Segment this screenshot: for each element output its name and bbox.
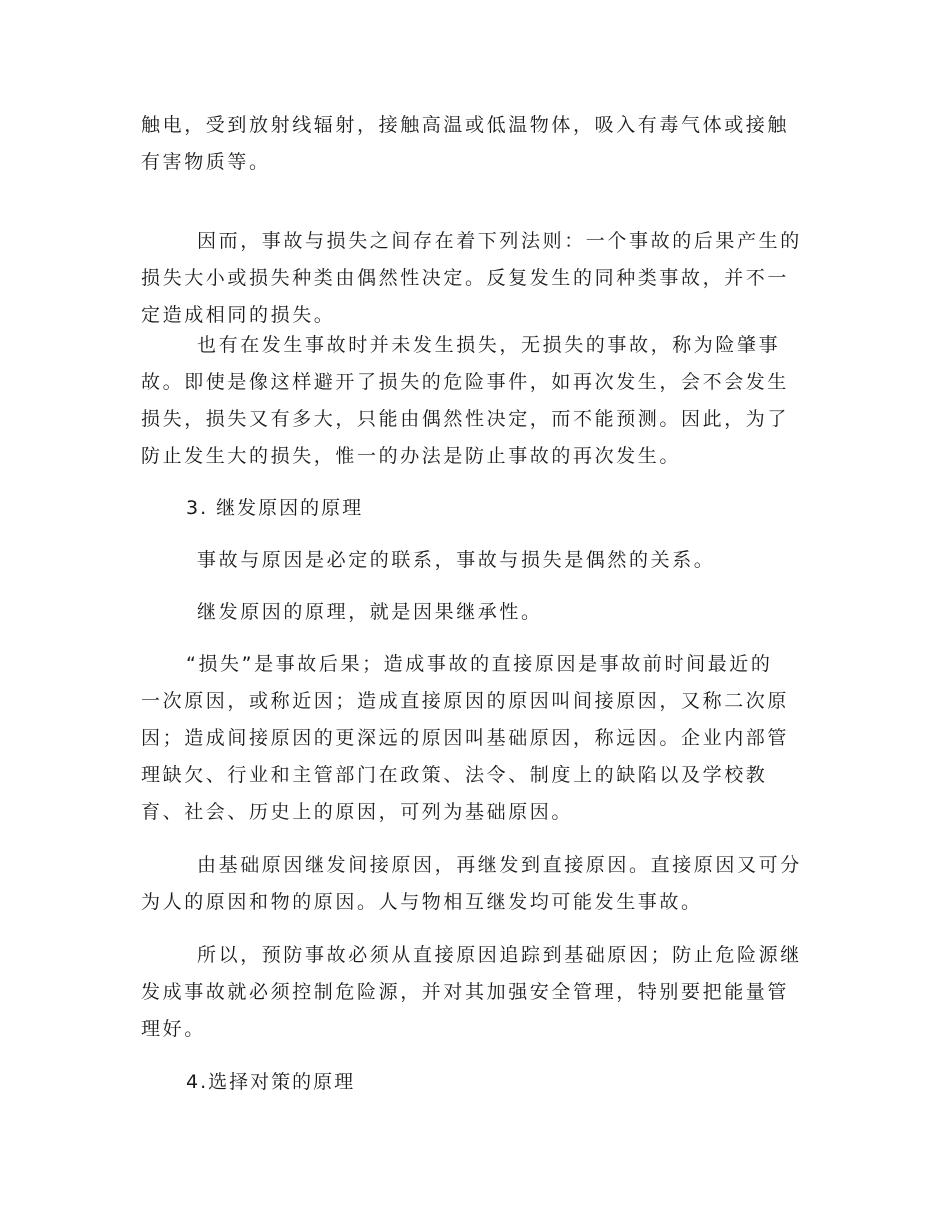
paragraph-line: 因；造成间接原因的更深远的原因叫基础原因，称远因。企业内部管 — [141, 727, 790, 749]
paragraph-line: 损失大小或损失种类由偶然性决定。反复发生的同种类事故，并不一 — [141, 267, 790, 289]
paragraph-line: “损失”是事故后果；造成事故的直接原因是事故前时间最近的 — [186, 653, 773, 675]
paragraph-line: 为人的原因和物的原因。人与物相互继发均可能发生事故。 — [141, 891, 703, 913]
paragraph-line: 也有在发生事故时并未发生损失，无损失的事故，称为险肇事 — [197, 334, 781, 356]
paragraph-line: 触电，受到放射线辐射，接触高温或低温物体，吸入有毒气体或接触 — [141, 114, 790, 136]
paragraph-line: 一次原因，或称近因；造成直接原因的原因叫间接原因，又称二次原 — [141, 690, 790, 712]
paragraph-line: 理好。 — [141, 1018, 206, 1040]
paragraph-line: 因而，事故与损失之间存在着下列法则：一个事故的后果产生的 — [197, 230, 802, 252]
section-heading-4: 4.选择对策的原理 — [186, 1071, 356, 1093]
paragraph-line: 定造成相同的损失。 — [141, 304, 336, 326]
paragraph-line: 发成事故就必须控制危险源，并对其加强安全管理，特别要把能量管 — [141, 981, 790, 1003]
paragraph-line: 理缺欠、行业和主管部门在政策、法令、制度上的缺陷以及学校教 — [141, 764, 768, 786]
paragraph-line: 继发原因的原理，就是因果继承性。 — [197, 601, 543, 623]
paragraph-line: 所以，预防事故必须从直接原因追踪到基础原因；防止危险源继 — [197, 944, 802, 966]
paragraph-line: 由基础原因继发间接原因，再继发到直接原因。直接原因又可分 — [197, 854, 802, 876]
paragraph-line: 故。即使是像这样避开了损失的危险事件，如再次发生，会不会发生 — [141, 371, 790, 393]
section-heading-3: 3. 继发原因的原理 — [186, 497, 364, 519]
paragraph-line: 防止发生大的损失，惟一的办法是防止事故的再次发生。 — [141, 445, 682, 467]
paragraph-line: 损失，损失又有多大，只能由偶然性决定，而不能预测。因此，为了 — [141, 408, 790, 430]
paragraph-line: 育、社会、历史上的原因，可列为基础原因。 — [141, 801, 574, 823]
paragraph-line: 有害物质等。 — [141, 151, 271, 173]
paragraph-line: 事故与原因是必定的联系，事故与损失是偶然的关系。 — [197, 549, 716, 571]
